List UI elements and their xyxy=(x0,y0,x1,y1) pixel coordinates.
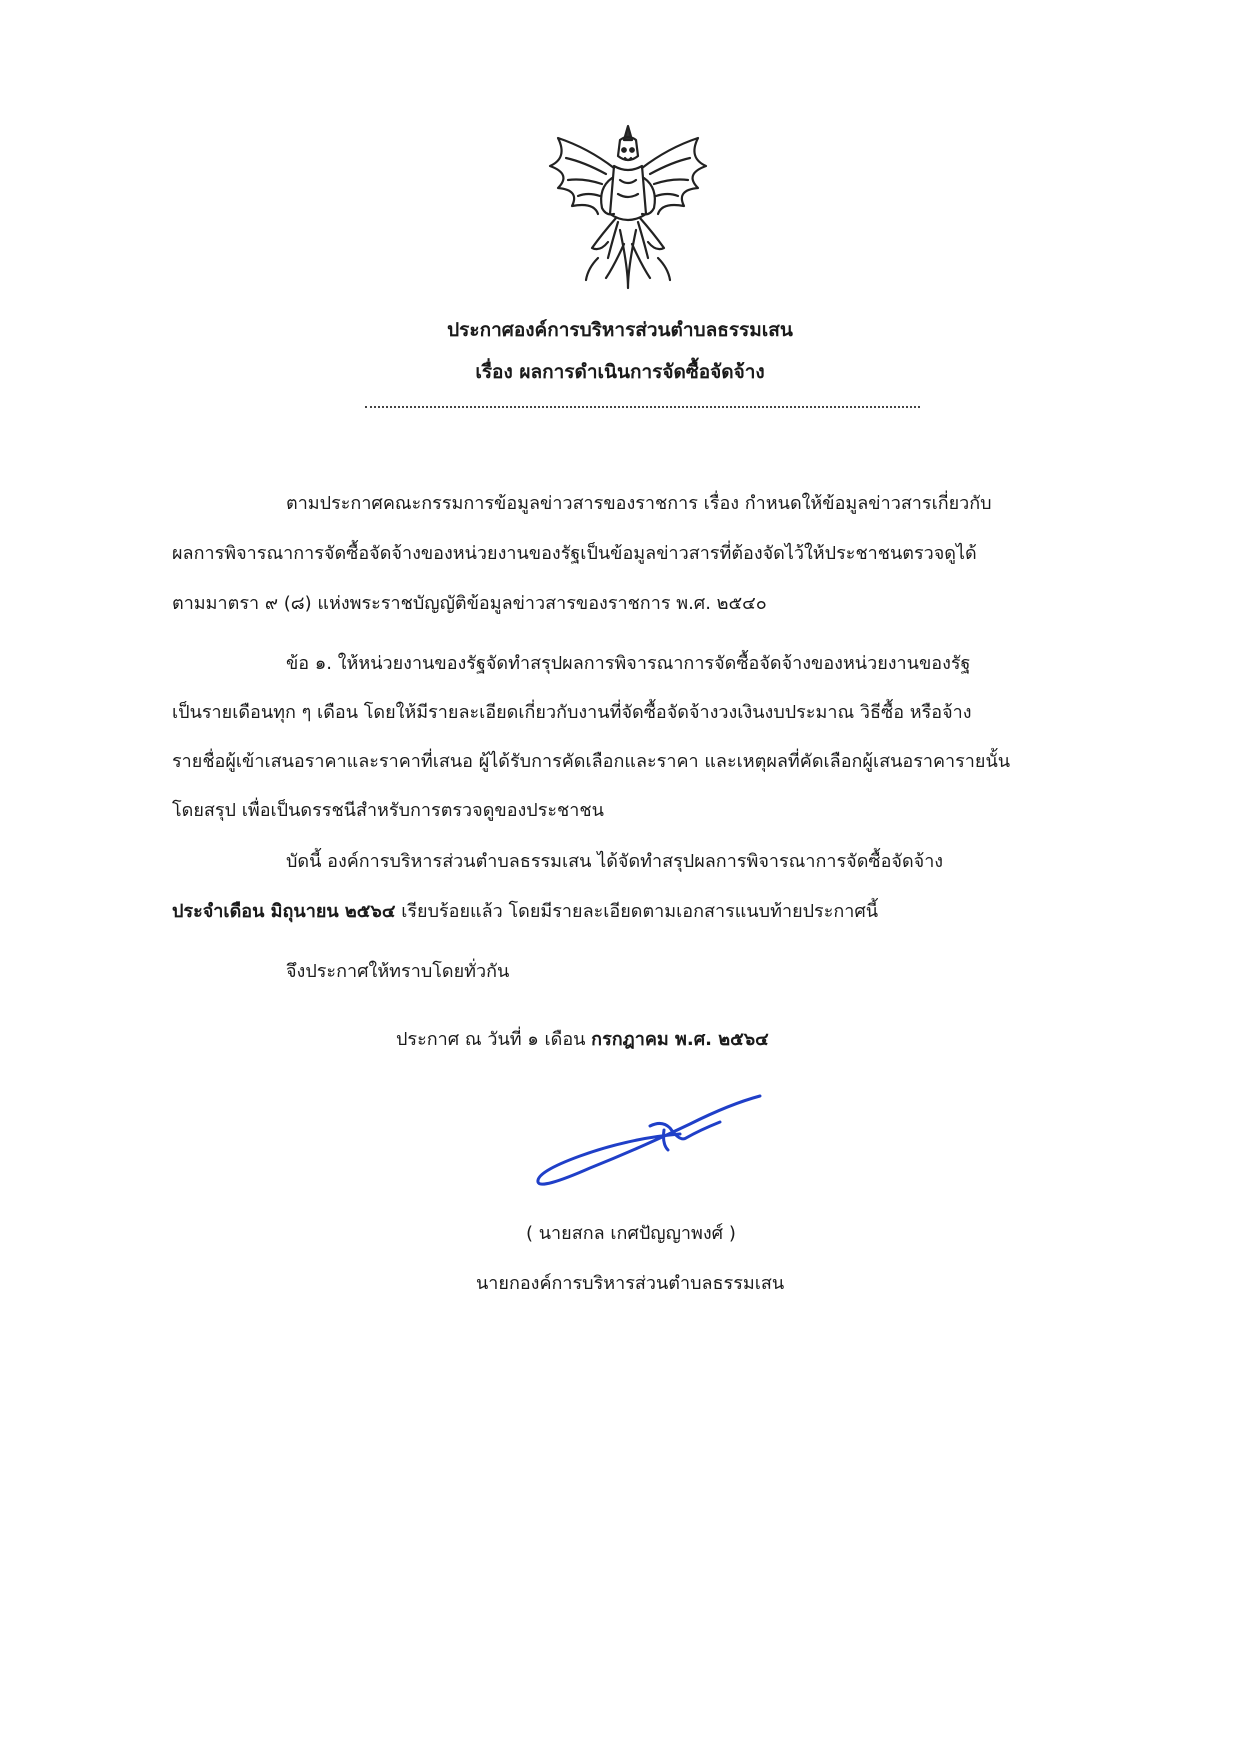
paragraph-3-line-2 xyxy=(172,896,878,925)
garuda-emblem-icon xyxy=(528,118,728,294)
announcement-title: ประกาศองค์การบริหารส่วนตำบลธรรมเสน xyxy=(447,319,793,341)
date-prefix: ประกาศ ณ วันที่ ๑ เดือน xyxy=(396,1029,592,1050)
paragraph-2-line-1: ข้อ ๑. ให้หน่วยงานของรัฐจัดทำสรุปผลการพิจารณาการจัดซื้อจัดจ้างของหน่วยงานของรัฐ xyxy=(286,653,971,674)
paragraph-3-line-1: บัดนี้ องค์การบริหารส่วนตำบลธรรมเสน ได้จัดทำสรุปผลการพิจารณาการจัดซื้อจัดจ้าง xyxy=(286,851,944,872)
paragraph-1-line-3: ตามมาตรา ๙ (๘) แห่งพระราชบัญญัติข้อมูลข่าวสารของราชการ พ.ศ. ๒๕๔๐ xyxy=(172,593,767,614)
dotted-separator xyxy=(365,406,920,408)
paragraph-1-line-1: ตามประกาศคณะกรรมการข้อมูลข่าวสารของราชการ เรื่อง กำหนดให้ข้อมูลข่าวสารเกี่ยวกับ xyxy=(286,493,992,514)
paragraph-2-line-2: เป็นรายเดือนทุก ๆ เดือน โดยให้มีรายละเอียดเกี่ยวกับงานที่จัดซื้อจัดจ้างวงเงินงบประมาณ วิธีซื้อ หรือจ้าง xyxy=(172,702,972,723)
paragraph-1-line-2: ผลการพิจารณาการจัดซื้อจัดจ้างของหน่วยงานของรัฐเป็นข้อมูลข่าวสารที่ต้องจัดไว้ให้ประชาชนตรวจดูได้ xyxy=(172,543,977,564)
closing-line: จึงประกาศให้ทราบโดยทั่วกัน xyxy=(286,961,510,982)
date-year: พ.ศ. ๒๕๖๔ xyxy=(668,1029,769,1050)
handwritten-signature xyxy=(530,1090,780,1200)
announcement-date xyxy=(396,1024,769,1053)
date-month: กรกฎาคม xyxy=(591,1029,669,1050)
report-month: ประจำเดือน มิถุนายน ๒๕๖๔ xyxy=(172,901,396,922)
paragraph-3-rest: เรียบร้อยแล้ว โดยมีรายละเอียดตามเอกสารแนบท้ายประกาศนี้ xyxy=(395,901,879,922)
signatory-position: นายกองค์การบริหารส่วนตำบลธรรมเสน xyxy=(476,1273,785,1294)
announcement-subject: เรื่อง ผลการดำเนินการจัดซื้อจัดจ้าง xyxy=(475,361,765,383)
signatory-name: ( นายสกล เกศปัญญาพงศ์ ) xyxy=(526,1223,736,1244)
paragraph-2-line-3: รายชื่อผู้เข้าเสนอราคาและราคาที่เสนอ ผู้ได้รับการคัดเลือกและราคา และเหตุผลที่คัดเลือกผู้เสนอราคารายนั้น xyxy=(172,751,1011,772)
paragraph-2-line-4: โดยสรุป เพื่อเป็นดรรชนีสำหรับการตรวจดูของประชาชน xyxy=(172,800,604,821)
